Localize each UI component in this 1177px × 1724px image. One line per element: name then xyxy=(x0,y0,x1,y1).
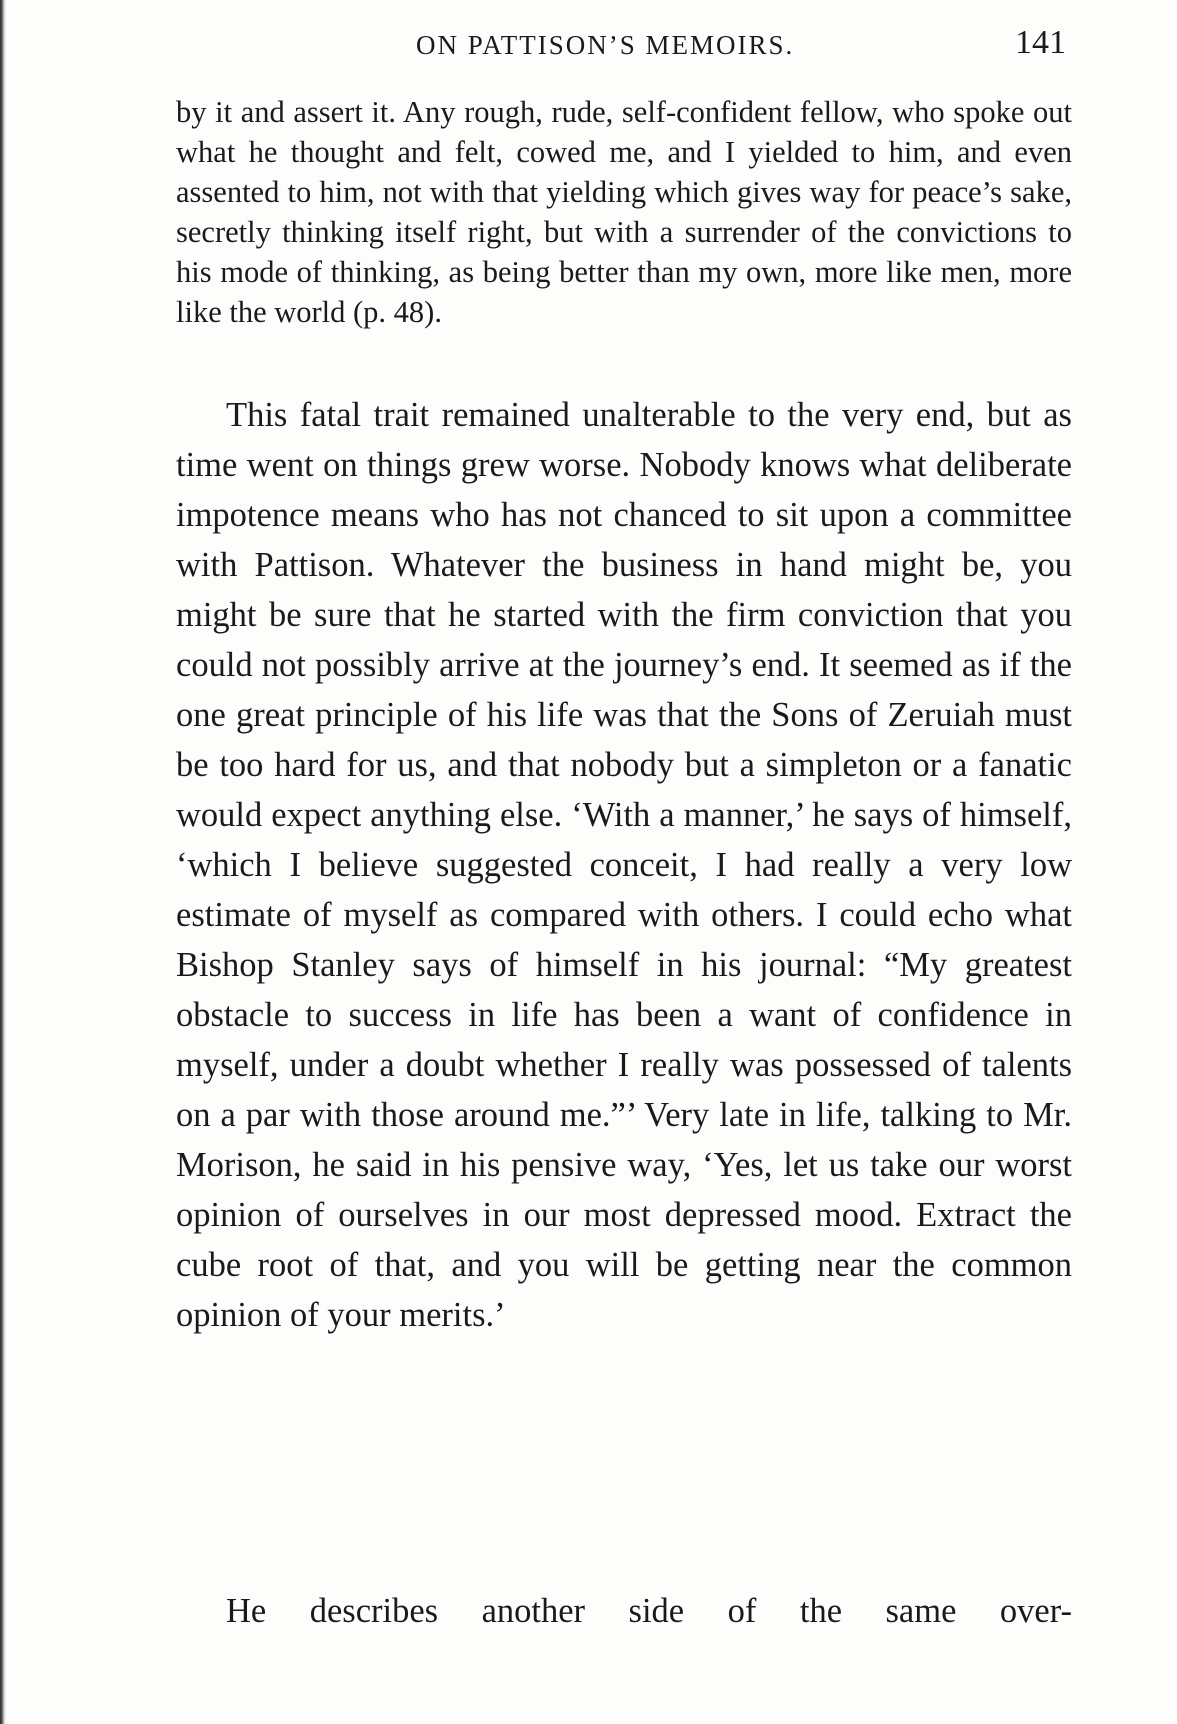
body-paragraph-2: He describes another side of the same over- xyxy=(226,1592,1072,1630)
page-edge xyxy=(0,0,6,1724)
block-quote: by it and assert it. Any rough, rude, self-confident fellow, who spoke out what he thought and felt, cowed me, and I yielded to him, and even assented to him, not with that yielding which gives way for peace’s sake, secretly thinking itself right, but with a surrender of the convictions to his mode of thinking, as being better than my own, more like men, more like the world (p. 48). xyxy=(176,95,1072,329)
running-title: ON PATTISON’S MEMOIRS. xyxy=(416,30,795,60)
page-header xyxy=(176,24,1076,64)
body-paragraph-1: This fatal trait remained unalterable to the very end, but as time went on things grew worse. Nobody knows what deliberate impotence means who has not chanced to sit upon a committee with Pattison. Whatever the business in hand might be, you might be sure that he started with the firm conviction that you could not possibly arrive at the journey’s end. It seemed as if the one great principle of his life was that the Sons of Zeruiah must be too hard for us, and that nobody but a simpleton or a fanatic would expect anything else. ‘With a manner,’ he says of himself, ‘which I believe suggested conceit, I had really a very low estimate of myself as compared with others. I could echo what Bishop Stanley says of himself in his journal: “My greatest obstacle to success in life has been a want of confidence in myself, under a doubt whether I really was possessed of talents on a par with those around me.”’ Very late in life, talking to Mr. Morison, he said in his pensive way, ‘Yes, let us take our worst opinion of ourselves in our most depressed mood. Extract the cube root of that, and you will be getting near the common opinion of your merits.’ xyxy=(176,396,1072,1334)
page-number: 141 xyxy=(1015,24,1066,61)
